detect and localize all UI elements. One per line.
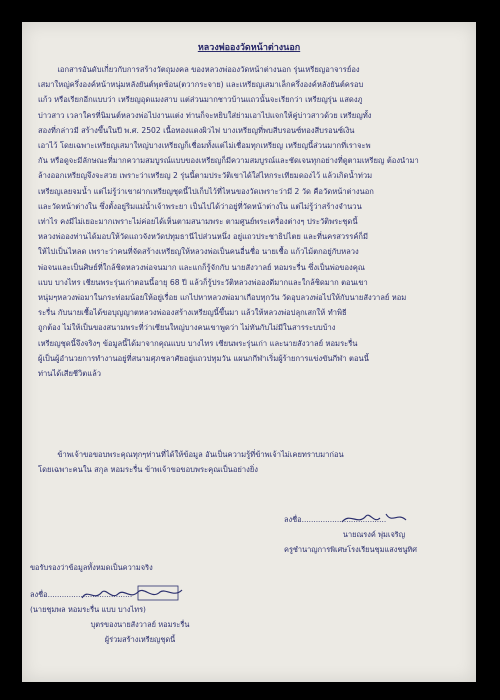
author-signature-block xyxy=(284,512,464,557)
acknowledgement-paragraph: ข้าพเจ้าขอขอบพระคุณทุกๆท่านที่ได้ให้ข้อมูล อันเป็นความรู้ที่ข้าพเจ้าไม่เคยทราบมาก่อน โดยเฉพาะคนใน สกุล หอมระรื่น ข้าพเจ้าขอขอบพระคุณเป็นอย่างยิ่ง xyxy=(38,450,344,475)
certifier-signature-scribble xyxy=(78,582,188,606)
certify-statement: ขอรับรองว่าข้อมูลทั้งหมดเป็นความจริง xyxy=(30,563,153,572)
author-position: ครูชำนาญการพิเศษโรงเรียนชุมแสงชนูทิศ xyxy=(284,545,417,554)
author-signature-scribble xyxy=(336,508,416,530)
author-sign-label: ลงชื่อ.................................... xyxy=(284,515,387,524)
document-page xyxy=(22,22,476,682)
certifier-sign-label: ลงชื่อ.................................... xyxy=(30,590,133,599)
author-name: นายณรงค์ พุ่มเจริญ xyxy=(342,530,406,539)
certifier-relation: บุตรของนายสังวาลย์ หอมระรื่น xyxy=(90,620,190,629)
document-body: เอกสารอันดับเกี่ยวกับการสร้างวัตถุมงคล ของหลวงพ่อองวัดหน้าต่างนอก รุ่นเหรียญอาจารย์อง เสมาใหญ่ครึ่งองค์หน้าหนุ่มหลังยันต์พุดซ้อน(ตวากระจาย) และเหรียญเสมาเล็กครึ่งองค์หลังยันต์ครอบ แก้ว หรือเรียกอีกแบบว่า เหรียญอุดแมงสาบ แต่ส่วนมากชาวบ้านแถวนั้นจะเรียกว่า เหรียญรุ่น แสดงภู บ่าวสาว เวลาใครที่นิมนต์หลวงพ่อไปงานแต่ง ท่านก็จะหยิบใส่ย่ามเอาไปแจกให้คู่บ่าวสาวด้วย เหรียญทั้ง สองที่กล่าวมี สร้างขึ้นในปี พ.ศ. 2502 เนื้อทองแดงผิวไฟ บางเหรียญที่พบสีบรอนซ์ทองสีบรอนซ์เงิน เอาไว้ โดยเฉพาะเหรียญเสมาใหญ่บางเหรียญก็เชื่อมทั้งแต่ไม่เชื่อมทุกเหรียญ เหรียญนี้ส่วนมากที่เราจะพ กัน หรือดูจะมีลักษณะที่มากความสมบูรณ์แบบของเหรียญก็มีความสมบูรณ์และชัดเจนทุกอย่างที่ดูตามเหรียญ ต้องนำมา ล้างออกเหรียญจึงจะสวย เพราะว่าเหรียญ 2 รุ่นนี้ตามประวัติเขาได้ใส่ไหกระเทียมดองไว้ แล้วเกิดน้ำท่วม เหรียญเลยจมน้ำ แต่ไม่รู้ว่าเขาฝากเหรียญชุดนี้ไปเก็บไว้ที่ไหนของวัดเพราะว่ามี 2 วัด คือวัดหน้าต่างนอก และวัดหน้าต่างใน ซึ่งตั้งอยู่ริมแม่น้ำเจ้าพระยา เป็นไปได้ว่าอยู่ที่วัดหน้าต่างใน แต่ไม่รู้ว่าสร้างจำนวน เท่าไร คงมีไม่เยอะมากเพราะไม่ค่อยได้เห็นตามสนามพระ ตามศูนย์พระเครื่องต่างๆ ประวัติพระชุดนี้ หลวงพ่อองท่านได้มอบให้วัดแถวจังหวัดปทุมธานีไปส่วนหนึ่ง อยู่แถวประชาธิปไตย และที่นครสวรรค์ก็มี ให้ไปเป็นไหลด เพราะว่าคนที่จัดสร้างเหรียญให้หลวงพ่อเป็นคนอื่นชื่อ นายเชื้อ แก้วไม้ตกอยู่กับหลวง พ่อจนและเป็นศิษย์ที่ใกล้ชิดหลวงพ่อจนมาก และแกก็รู้จักกับ นายสังวาลย์ หอมระรื่น ซึ่งเป็นพ่อของคุณ แบบ บางไทร เชียนพระรุ่นเก่าตอนนี้อายุ 68 ปี แล้วก็รู้ประวัติหลวงพ่อองดีมากและใกล้ชิดมาก ตอนเขา หนุ่มๆหลวงพ่อมาในกระท่อมน้อยให้อยู่เรื่อย แกไปหาหลวงพ่อมาเกือบทุกวัน วัดอุบลวงพ่อไปให้กับนายสังวาลย์ หอม ระรื่น กับนายเชื้อได้ขอบุญญาตหลวงพ่อองสร้างเหรียญนี้ขึ้นมา แล้วให้หลวงพ่อปลุกเสกให้ ทำพิธี ถูกต้อง ไม่ให้เป็นของสนามพระที่ว่าเซียนใหญ่บางคนเขาพูดว่า ไม่ทันกับไม่มีในสารระบบบ้าง เหรียญชุดนี้จึงจริงๆ ข้อมูลนี้ได้มาจากคุณแบบ บางไทร เซียนพระรุ่นเก่า และนายสังวาลย์ หอมระรื่น ผู้เป็นผู้อำนวยการทำงานอยู่ที่สนามศุภชลาศัยอยู่แถวปทุมวัน แผนกกีฬาเริ่มผู้ร้ายการแข่งขันกีฬา ตอนนี้ ท่านได้เสียชีวิตแล้ว xyxy=(38,65,419,379)
certifier-name: (นายชุมพล หอมระรื่น แบบ บางไทร) xyxy=(30,605,146,614)
certifier-role: ผู้ร่วมสร้างเหรียญชุดนี้ xyxy=(104,635,176,644)
document-title: หลวงพ่อองวัดหน้าต่างนอก xyxy=(197,43,301,53)
certifier-signature-block xyxy=(30,560,250,647)
